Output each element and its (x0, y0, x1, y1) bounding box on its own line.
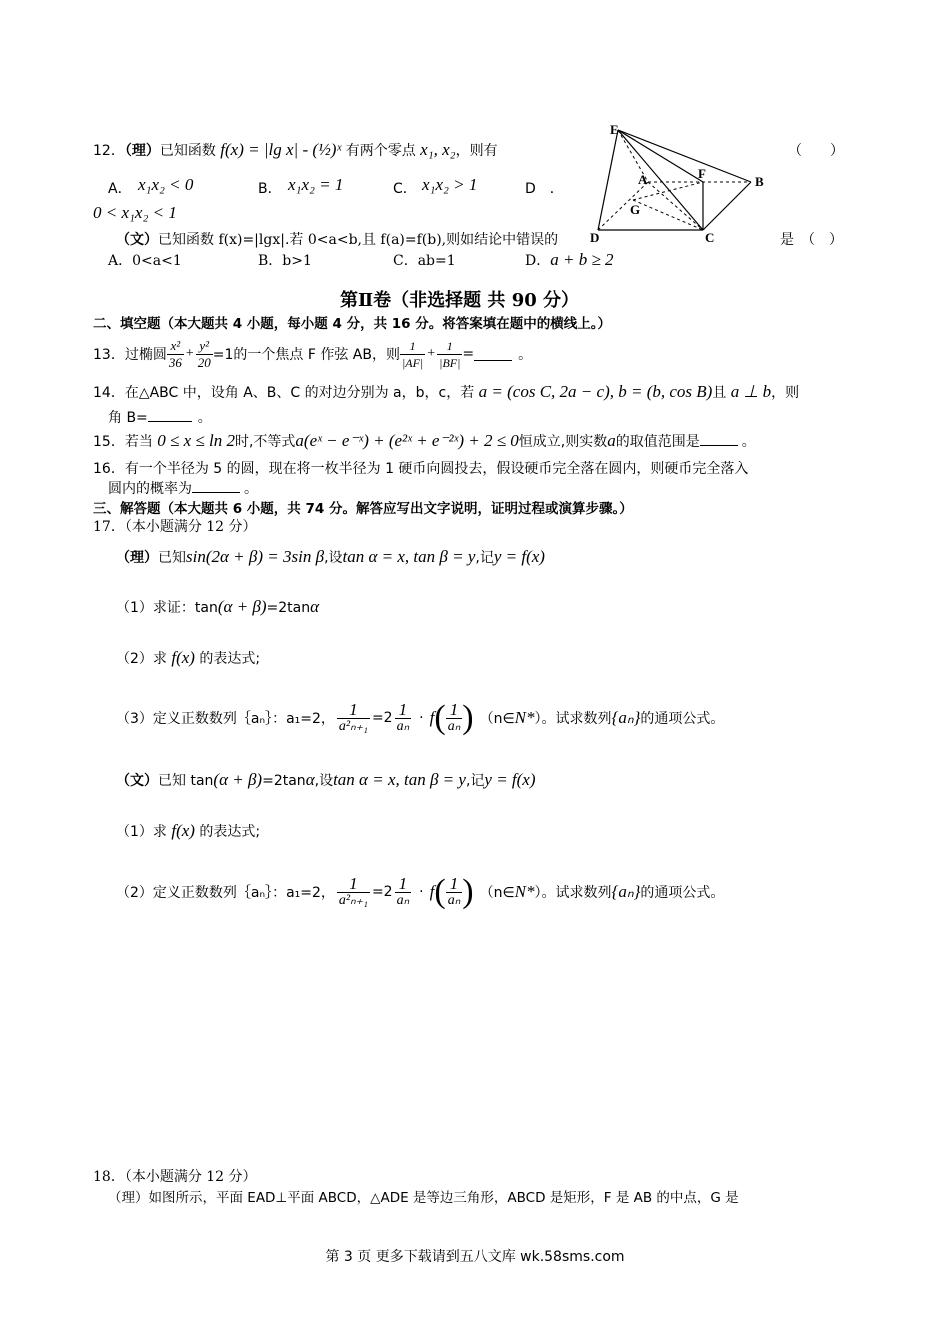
q17-p1-eq: =2tan (266, 600, 311, 616)
q12-li-tag: （理） (124, 143, 160, 159)
q12-line (93, 140, 498, 160)
q17-wen-given: 已知 tan (158, 773, 214, 789)
q17-w1-f: f(x) (171, 821, 195, 840)
q12-optA: x₁x₂ < 0 (138, 175, 194, 194)
q17-li-eq: sin(2α + β) = 3sin β (186, 547, 325, 566)
q17-w2-tail: 的通项公式。 (640, 885, 725, 901)
q17-p3-lparen: ( (434, 699, 446, 736)
q12-func: f(x) = |lg x| - (½)ˣ (220, 140, 342, 159)
q18-header: 18．（本小题满分 12 分） (93, 1169, 257, 1185)
q12-wen-tag: （文） (116, 232, 158, 248)
q14-and: 且 (712, 385, 727, 401)
q17-p3-tail: 的通项公式。 (640, 711, 725, 727)
q17-p3-eq2: =2 (371, 710, 393, 726)
q15-answer-blank[interactable] (700, 432, 738, 446)
q12-stem-c: ，则有 (455, 143, 498, 159)
q17-p3-ntail: ）。试求数列 (534, 711, 612, 727)
q15-line (93, 431, 756, 451)
q17-w2-frac1 (337, 873, 370, 909)
q13-af: |AF| (401, 355, 424, 370)
q17-p1-alpha: α (310, 597, 320, 616)
q17-wen-let: ,设 (314, 773, 334, 789)
q17-w2-one3: 1 (446, 876, 463, 893)
q13-line (93, 336, 532, 372)
q12-optA-label: A． (108, 181, 132, 197)
q17-w2-one2: 1 (395, 876, 412, 893)
q17-wen-part1 (116, 821, 260, 841)
q12-wen-optD-value: a + b ≥ 2 (550, 250, 614, 269)
q17-w2-eq2: =2 (371, 884, 393, 900)
q12-optD-label: D ． (525, 181, 564, 197)
q17-part3 (116, 688, 724, 748)
q17-p3-frac3 (446, 699, 463, 735)
q13-plus: + (185, 346, 194, 361)
geometry-figure (588, 120, 778, 250)
q12-wen-tail: 是 （ ） (780, 232, 843, 248)
q17-w2-frac2 (395, 873, 412, 909)
q14-vectors: a = (cos C, 2a − c), b = (b, cos B) (478, 382, 713, 401)
q12-stem-b: 有两个零点 (345, 143, 416, 159)
page-footer: 第 3 页 更多下载请到五八文库 wk.58sms.com (325, 1249, 625, 1265)
q15-prefix: 15．若当 (93, 434, 153, 450)
q17-p1-ab: (α + β) (217, 597, 267, 616)
q15-range-text: 的取值范围是 (615, 434, 700, 450)
q12-wen-optC: C．ab=1 (393, 253, 456, 269)
q13-prefix: 13．过椭圆 (93, 347, 167, 363)
edge-CB (703, 182, 751, 230)
q12-optB: x₁x₂ = 1 (288, 175, 344, 194)
label-B: B (755, 174, 764, 189)
q14-answer-blank[interactable] (148, 408, 192, 422)
q12-wen-optB: B．b>1 (258, 253, 312, 269)
q13-one-a: 1 (400, 338, 425, 355)
q17-wen-y: y = f(x) (484, 770, 536, 789)
q12-paren: （ ） (788, 143, 844, 159)
q12-wen-optD (525, 250, 614, 270)
q17-p3-frac1 (337, 699, 370, 735)
q12-wen-optD-label: D． (525, 253, 551, 269)
label-C: C (705, 230, 715, 245)
q17-w2-text: （2）定义正数数列｛aₙ｝：a₁=2， (116, 885, 335, 901)
q17-w2-one1: 1 (337, 876, 370, 893)
q17-li-given: 已知 (158, 550, 186, 566)
edge-DA (598, 182, 648, 230)
q17-p3-frac2 (395, 699, 412, 735)
q17-p3-an: aₙ (396, 718, 410, 734)
q17-p3-one1: 1 (337, 702, 370, 719)
q17-wen-denote: ,记 (465, 773, 485, 789)
q12-optC-label: C． (393, 181, 417, 197)
q17-wen-alpha: α (305, 770, 315, 789)
q17-part1 (116, 597, 319, 617)
q17-header: 17．（本小题满分 12 分） (93, 519, 257, 535)
q15-end: 。 (741, 434, 756, 450)
q16-answer-blank[interactable] (192, 479, 240, 493)
q17-p3-nin: （n∈ (479, 711, 515, 727)
q17-part2 (116, 648, 260, 668)
q14-prefix: 14．在△ABC 中，设角 A、B、C 的对边分别为 a，b，c，若 (93, 385, 475, 401)
q13-answer-blank[interactable] (474, 347, 512, 361)
q17-p3-one3: 1 (446, 702, 463, 719)
q15-holds: 恒成立,则实数 (518, 434, 608, 450)
q17-w2-seq: {aₙ} (611, 882, 641, 901)
label-A: A (638, 172, 648, 187)
q17-p2-tail: 的表达式; (199, 651, 261, 667)
q13-eq: = (462, 346, 475, 362)
q13-y2: y² (196, 338, 213, 355)
label-E: E (610, 122, 619, 137)
q14-perp: a ⊥ b (730, 382, 772, 401)
q12-roots: x₁, x₂ (420, 140, 456, 159)
q13-end: 。 (518, 347, 533, 363)
q13-frac-bf (437, 338, 462, 371)
q18-text: （理）如图所示，平面 EAD⊥平面 ABCD，△ADE 是等边三角形，ABCD 是矩形，F 是 AB 的中点，G 是 (108, 1190, 739, 1206)
label-G: G (630, 202, 641, 217)
label-D: D (590, 230, 600, 245)
q17-p3-rparen: ) (462, 699, 474, 736)
q17-p3-one2: 1 (395, 702, 412, 719)
q17-wen-eq: =2tan (262, 773, 306, 789)
q12-optB-label: B． (258, 181, 282, 197)
q17-li-y: y = f(x) (493, 547, 545, 566)
q17-w1-tail: 的表达式; (199, 824, 261, 840)
q17-li-line (116, 547, 545, 567)
q12-wen-line (116, 229, 558, 249)
q13-one-b: 1 (437, 338, 462, 355)
q17-p3-nstar: N* (514, 708, 535, 727)
q17-p3-f: f (429, 708, 435, 727)
q14-then: ，则 (771, 385, 800, 401)
q17-w2-dot: · (419, 884, 424, 900)
q17-p3-an2: aₙ (447, 718, 461, 734)
part3-heading: 三、解答题（本大题共 6 小题，共 74 分。解答应写出文字说明，证明过程或演算步骤。） (93, 501, 633, 517)
q17-w2-nstar: N* (514, 882, 535, 901)
q17-p2-text: （2）求 (116, 651, 167, 667)
section2-title: 第Ⅱ卷（非选择题 共 90 分） (340, 290, 580, 311)
q13-36: 36 (168, 354, 182, 370)
q12-stem-a: 已知函数 (159, 143, 216, 159)
q17-w1-text: （1）求 (116, 824, 167, 840)
q17-w2-an: aₙ (396, 892, 410, 908)
q16-line2 (108, 478, 258, 498)
q17-w2-rparen: ) (462, 873, 474, 910)
q17-li-tan: tan α = x, tan β = y (342, 547, 476, 566)
q17-p3-a2n1: a²ₙ₊₁ (338, 718, 368, 734)
q17-p3-seq: {aₙ} (611, 708, 641, 727)
q17-wen-tag: （文） (116, 773, 158, 789)
q17-w2-f: f (429, 882, 435, 901)
q13-frac-af (400, 338, 425, 371)
q12-optC: x₁x₂ > 1 (422, 175, 478, 194)
q13-plus2: + (427, 346, 436, 361)
q16-end: 。 (244, 481, 258, 497)
q17-w2-an2: aₙ (447, 892, 461, 908)
q13-bf: |BF| (439, 355, 461, 370)
q12-optD: 0 < x₁x₂ < 1 (93, 203, 177, 222)
q13-frac-x (167, 338, 184, 371)
q17-wen-ab: (α + β) (213, 770, 263, 789)
label-F: F (698, 166, 706, 181)
q13-x2: x² (167, 338, 184, 355)
q17-p1-text: （1）求证：tan (116, 600, 218, 616)
q17-p3-dot: · (419, 710, 424, 726)
q15-a: a (607, 431, 616, 450)
edge-GC (633, 200, 703, 230)
q12-number: 12． (93, 143, 125, 159)
q14-line2 (108, 407, 212, 427)
q17-w2-ntail: ）。试求数列 (534, 885, 612, 901)
q17-w2-lparen: ( (434, 873, 446, 910)
part2-heading: 二、填空题（本大题共 4 小题，每小题 4 分，共 16 分。将答案填在题中的横线上。） (93, 316, 612, 332)
q17-w2-a2n1: a²ₙ₊₁ (338, 892, 368, 908)
q15-inequality: a(eˣ − e⁻ˣ) + (e²ˣ + e⁻²ˣ) + 2 ≤ 0 (295, 431, 519, 450)
q17-w2-nin: （n∈ (479, 885, 515, 901)
q17-wen-tan: tan α = x, tan β = y (333, 770, 466, 789)
q14-line (93, 382, 799, 402)
q15-ineq-label: 时,不等式 (234, 434, 296, 450)
q16-line1: 16．有一个半径为 5 的圆，现在将一枚半径为 1 硬币向圆投去，假设硬币完全落在圆内，则硬币完全落入 (93, 461, 749, 477)
q15-range: 0 ≤ x ≤ ln 2 (157, 431, 235, 450)
q17-li-let: ,设 (324, 550, 343, 566)
q12-wen-optA: A．0<a<1 (108, 253, 182, 269)
q12-wen-text: 已知函数 f(x)=|lgx|.若 0<a<b,且 f(a)=f(b),则如结论中错误的 (158, 232, 559, 248)
edge-ED (598, 130, 618, 230)
q17-wen-line (116, 770, 536, 790)
edge-EF (618, 130, 703, 182)
q17-li-denote: ,记 (475, 550, 494, 566)
q17-li-tag: （理） (116, 550, 158, 566)
q14-end: 。 (197, 410, 212, 426)
q13-middle: =1的一个焦点 F 作弦 AB，则 (212, 347, 400, 363)
q16-prob: 圆内的概率为 (108, 481, 192, 497)
q17-w2-frac3 (446, 873, 463, 909)
q14-angle-b: 角 B= (108, 410, 148, 426)
q13-20: 20 (197, 354, 211, 370)
q17-wen-part2 (116, 862, 724, 922)
q17-p2-f: f(x) (171, 648, 195, 667)
q17-p3-text: （3）定义正数数列｛aₙ｝：a₁=2， (116, 711, 335, 727)
q13-frac-y (196, 338, 213, 371)
